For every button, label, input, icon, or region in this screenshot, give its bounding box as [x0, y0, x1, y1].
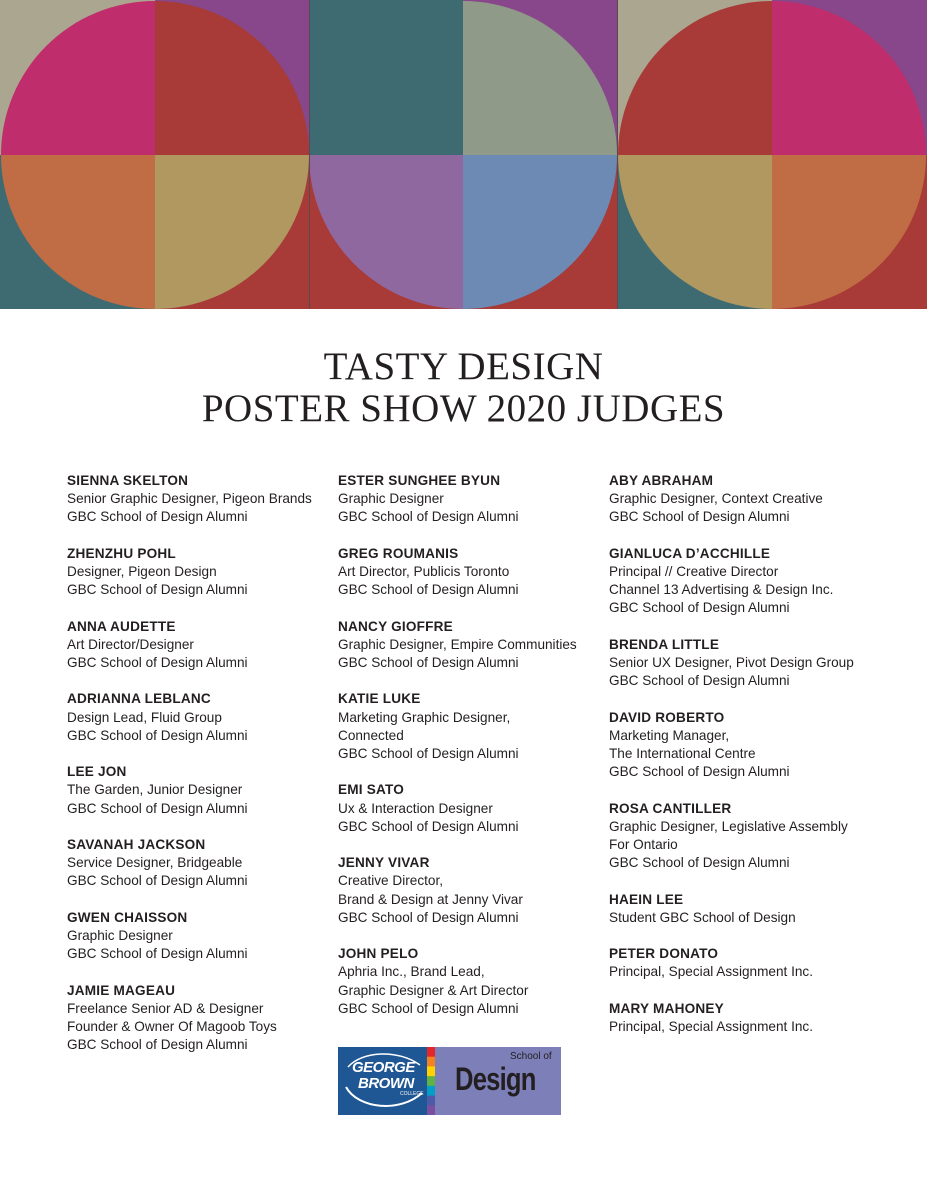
judge-detail: Connected: [338, 727, 404, 743]
judge-name: PETER DONATO: [609, 946, 719, 962]
judge-detail: Principal, Special Assignment Inc.: [609, 964, 814, 980]
judge-detail: Channel 13 Advertising & Design Inc.: [609, 582, 834, 598]
judge-detail: Graphic Designer & Art Director: [338, 982, 529, 998]
logo-design: Design: [455, 1061, 536, 1097]
judge-entry: [67, 618, 347, 673]
judge-entry: [609, 800, 889, 873]
judge-detail: GBC School of Design Alumni: [67, 873, 248, 889]
george-brown-school-of-design-logo: [338, 1047, 561, 1115]
judge-name: MARY MAHONEY: [609, 1000, 724, 1016]
judge-entry: [338, 781, 618, 836]
judge-detail: Student GBC School of Design: [609, 909, 796, 925]
judge-name: ADRIANNA LEBLANC: [67, 691, 211, 707]
logo-color-stripe: [427, 1066, 435, 1076]
judge-detail: The International Centre: [609, 746, 756, 761]
judge-entry: [67, 763, 347, 818]
judge-detail: GBC School of Design Alumni: [67, 1037, 248, 1053]
judge-detail: GBC School of Design Alumni: [67, 727, 248, 743]
logo-color-stripe: [427, 1105, 435, 1115]
logo-color-stripe: [427, 1096, 435, 1106]
judge-entry: [67, 545, 347, 600]
judge-detail: GBC School of Design Alumni: [338, 582, 519, 598]
judge-detail: GBC School of Design Alumni: [338, 746, 519, 761]
judge-detail: Ux & Interaction Designer: [338, 800, 493, 816]
judge-name: ESTER SUNGHEE BYUN: [338, 473, 501, 488]
banner-artwork: [0, 0, 927, 309]
logo-george: GEORGE: [352, 1059, 415, 1076]
judge-detail: Art Director/Designer: [67, 636, 194, 652]
judge-name: ABY ABRAHAM: [609, 473, 714, 488]
logo-color-stripe: [427, 1057, 435, 1067]
judge-detail: GBC School of Design Alumni: [609, 855, 790, 871]
judge-detail: Designer, Pigeon Design: [67, 564, 217, 579]
judge-entry: [609, 472, 889, 527]
judge-name: ANNA AUDETTE: [67, 618, 176, 634]
judge-entry: [338, 945, 618, 1018]
judge-name: SAVANAH JACKSON: [67, 836, 206, 852]
judge-detail: Freelance Senior AD & Designer: [67, 1000, 264, 1016]
judge-detail: GBC School of Design Alumni: [338, 655, 519, 670]
judge-detail: Principal, Special Assignment Inc.: [609, 1018, 814, 1034]
judges-column-2: [338, 472, 618, 1036]
judge-name: GREG ROUMANIS: [338, 545, 459, 561]
judge-name: HAEIN LEE: [609, 891, 684, 907]
judge-name: SIENNA SKELTON: [67, 473, 189, 488]
judge-entry: [609, 1000, 889, 1036]
title-line-2: POSTER SHOW 2020 JUDGES: [201, 387, 726, 430]
judge-detail: Graphic Designer: [338, 491, 444, 507]
judge-detail: GBC School of Design Alumni: [67, 582, 248, 598]
judge-name: JAMIE MAGEAU: [67, 982, 176, 998]
judge-detail: Graphic Designer, Empire Communities: [338, 636, 577, 652]
judge-name: DAVID ROBERTO: [609, 709, 725, 725]
judge-name: BRENDA LITTLE: [609, 636, 720, 652]
judge-name: NANCY GIOFFRE: [338, 618, 453, 634]
judge-name: GIANLUCA D’ACCHILLE: [609, 545, 771, 561]
judge-entry: [67, 690, 347, 745]
logo-school-of: School of: [510, 1051, 552, 1062]
banner-divider: [617, 0, 618, 309]
judge-entry: [338, 618, 618, 673]
judge-detail: Marketing Manager,: [609, 727, 730, 743]
judge-detail: The Garden, Junior Designer: [67, 782, 243, 798]
judge-detail: GBC School of Design Alumni: [609, 764, 790, 780]
judge-detail: GBC School of Design Alumni: [338, 909, 519, 925]
judge-detail: GBC School of Design Alumni: [67, 946, 248, 962]
judge-detail: Design Lead, Fluid Group: [67, 709, 222, 725]
judge-detail: GBC School of Design Alumni: [609, 600, 790, 616]
judge-detail: Senior UX Designer, Pivot Design Group: [609, 655, 854, 670]
judge-entry: [338, 854, 618, 927]
judge-entry: [609, 636, 889, 691]
judge-detail: GBC School of Design Alumni: [338, 509, 519, 525]
judge-detail: GBC School of Design Alumni: [67, 509, 248, 525]
judge-detail: Aphria Inc., Brand Lead,: [338, 964, 485, 980]
judge-entry: [67, 982, 347, 1055]
judge-entry: [609, 945, 889, 981]
judge-name: KATIE LUKE: [338, 691, 421, 707]
judge-name: GWEN CHAISSON: [67, 909, 188, 925]
judge-detail: Senior Graphic Designer, Pigeon Brands: [67, 491, 312, 507]
title-line-1: TASTY DESIGN: [323, 345, 604, 388]
judge-name: EMI SATO: [338, 782, 405, 798]
judge-entry: [338, 472, 618, 527]
judge-detail: Graphic Designer: [67, 927, 173, 943]
judge-detail: Founder & Owner Of Magoob Toys: [67, 1018, 277, 1034]
judge-name: LEE JON: [67, 764, 127, 780]
judge-detail: GBC School of Design Alumni: [67, 655, 248, 670]
judge-entry: [609, 545, 889, 618]
judge-detail: Art Director, Publicis Toronto: [338, 564, 510, 579]
judge-detail: Graphic Designer, Context Creative: [609, 491, 823, 507]
judge-detail: Service Designer, Bridgeable: [67, 855, 243, 871]
judges-column-1: [67, 472, 347, 1073]
judge-detail: Brand & Design at Jenny Vivar: [338, 891, 523, 907]
judge-entry: [609, 891, 889, 927]
logo-color-stripe: [427, 1086, 435, 1096]
judge-detail: GBC School of Design Alumni: [609, 509, 790, 525]
logo-color-stripe: [427, 1076, 435, 1086]
judge-entry: [67, 909, 347, 964]
judge-entry: [67, 472, 347, 527]
judges-column-3: [609, 472, 889, 1054]
judge-entry: [609, 709, 889, 782]
judge-name: ROSA CANTILLER: [609, 800, 732, 816]
judge-detail: For Ontario: [609, 837, 678, 852]
logo-brown: BROWN: [358, 1075, 414, 1092]
judge-detail: GBC School of Design Alumni: [609, 673, 790, 689]
logo-college: COLLEGE: [400, 1091, 424, 1097]
logo-color-stripe: [427, 1047, 435, 1057]
judge-name: JOHN PELO: [338, 946, 419, 962]
judge-detail: Creative Director,: [338, 873, 444, 889]
judge-name: JENNY VIVAR: [338, 855, 430, 871]
judge-detail: Principal // Creative Director: [609, 564, 779, 579]
judge-entry: [67, 836, 347, 891]
judge-entry: [338, 545, 618, 600]
judge-detail: GBC School of Design Alumni: [67, 800, 248, 816]
judge-name: ZHENZHU POHL: [67, 545, 176, 561]
banner-divider: [309, 0, 310, 309]
judge-entry: [338, 690, 618, 763]
judge-detail: Graphic Designer, Legislative Assembly: [609, 818, 848, 834]
judge-detail: GBC School of Design Alumni: [338, 1000, 519, 1016]
page-title: [0, 346, 927, 430]
judge-detail: GBC School of Design Alumni: [338, 818, 519, 834]
judge-detail: Marketing Graphic Designer,: [338, 709, 511, 725]
